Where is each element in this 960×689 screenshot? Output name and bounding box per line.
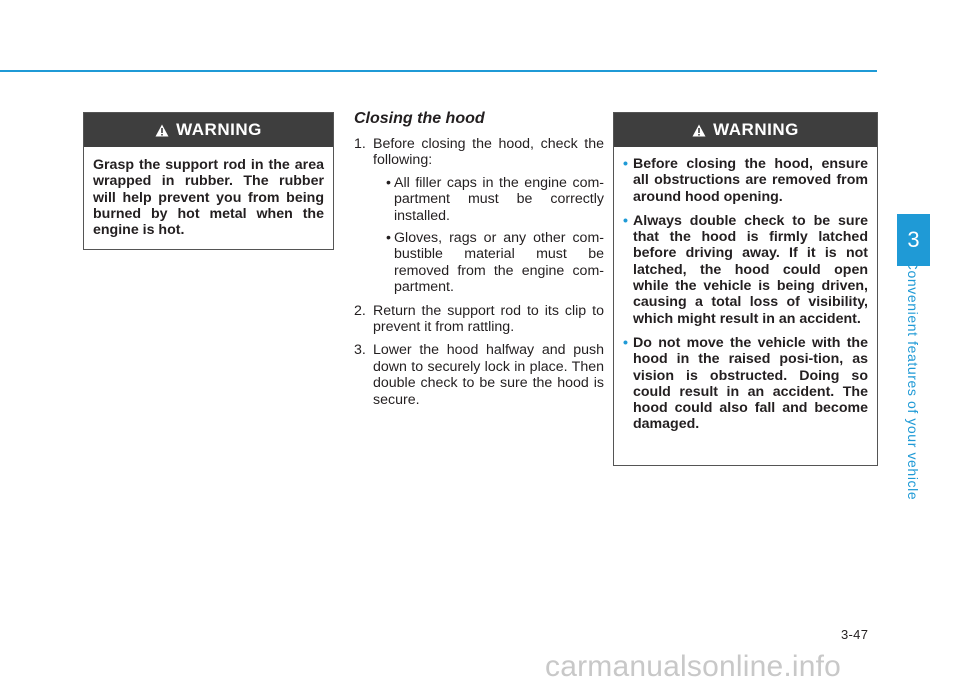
warning-triangle-icon — [155, 124, 169, 137]
step-number: 1. — [354, 136, 366, 152]
bullet-icon: • — [623, 212, 628, 229]
step-1 — [354, 136, 604, 296]
bullet-icon: • — [623, 334, 628, 351]
warning-box-left — [83, 112, 334, 250]
warning-header — [614, 113, 877, 147]
bullet-text: All filler caps in the engine com-partment must be correctly installed. — [394, 174, 604, 224]
warning-item — [623, 213, 868, 327]
closing-hood-section — [354, 109, 604, 415]
warning-item-text: Before closing the hood, ensure all obstructions are removed from around hood opening. — [633, 156, 868, 205]
warning-list — [614, 147, 877, 433]
step-number: 2. — [354, 302, 366, 319]
bullet-text: Gloves, rags or any other com-bustible material must be removed from the engine com-partment. — [394, 230, 604, 296]
step-2 — [354, 303, 604, 336]
warning-item — [623, 335, 868, 433]
warning-item-text: Always double check to be sure that the hood is firmly latched before driving away. If it is not latched, the hood could open while the vehicle is being driven, causing a total loss of visibility, which might result in an accident. — [633, 212, 868, 327]
chapter-title: Convenient features of your vehicle — [905, 259, 921, 501]
step-bullet — [373, 175, 604, 224]
section-heading: Closing the hood — [354, 110, 485, 127]
step-text: Lower the hood halfway and push down to securely lock in place. Then double check to be sure the hood is secure. — [373, 342, 604, 408]
warning-item — [623, 156, 868, 205]
step-3 — [354, 342, 604, 408]
bullet-icon: • — [623, 156, 628, 172]
warning-item-text: Do not move the vehicle with the hood in the raised posi-tion, as vision is obstructed. Doing so could result in an accident. The hood could also fall and become damaged. — [633, 334, 868, 433]
watermark: carmanualsonline.info — [545, 650, 842, 683]
step-text: Return the support rod to its clip to prevent it from rattling. — [373, 302, 604, 336]
step-text: Before closing the hood, check the following: — [373, 136, 604, 169]
header-rule — [0, 70, 877, 72]
page-number: 3-47 — [841, 627, 869, 642]
step-bullet — [373, 230, 604, 296]
warning-header — [84, 113, 333, 147]
step-number: 3. — [354, 342, 366, 359]
warning-triangle-icon — [692, 124, 706, 137]
bullet-icon: • — [386, 230, 391, 247]
warning-text: Grasp the support rod in the area wrapped in rubber. The rubber will help prevent you from being burned by hot metal when the engine is hot. — [93, 157, 324, 239]
warning-label: WARNING — [176, 120, 262, 139]
bullet-icon: • — [386, 174, 391, 191]
warning-box-right — [613, 112, 878, 466]
chapter-tab: 3 — [897, 214, 930, 266]
warning-label: WARNING — [713, 120, 799, 139]
